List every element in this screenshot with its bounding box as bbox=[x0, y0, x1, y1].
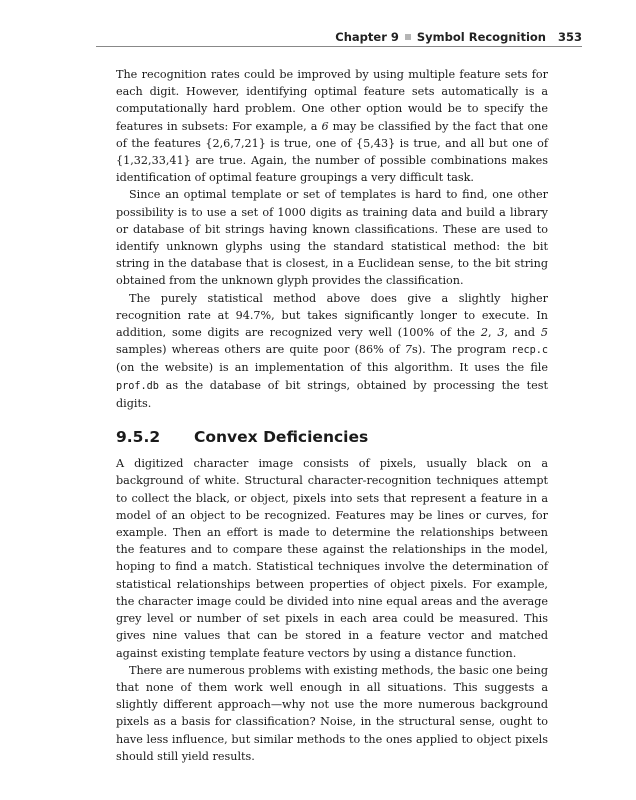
text-run: The recognition rates could be improved by using multiple feature sets for each digit. However, identifying optimal feature sets automatically is a computationally hard problem. One other option would be to specify the features in subsets: For example, a bbox=[116, 68, 548, 133]
paragraph bbox=[116, 186, 548, 289]
text-run: as the database of bit strings, obtained by processing the test digits. bbox=[116, 378, 548, 410]
text-run: The purely statistical method above does give a slightly higher recognition rate at 94.7%, but takes significantly longer to execute. In addition, some digits are recognized very well (100% of the bbox=[116, 291, 548, 340]
text-run: s). The program bbox=[411, 343, 512, 357]
code-text: prof.db bbox=[116, 380, 159, 392]
separator-square-icon bbox=[405, 34, 411, 40]
header-rule bbox=[96, 46, 582, 47]
text-run: , and bbox=[504, 326, 541, 340]
running-header bbox=[96, 30, 582, 46]
text-run: A digitized character image consists of pixels, usually black on a background of white. Structural character-recognition techniques attempt to collect the black, or object, pixels into sets that represent a feature in a model of an object to be recognized. Features may be lines or curves, for example. Then an effort is made to determine the relationships between the features and to compare these against the relationships in the model, hoping to find a match. Statistical techniques involve the determination of statistical relationships between properties of object pixels. For example, the character image could be divided into nine equal areas and the average grey level or number of set pixels in each area could be measured. This gives nine values that can be stored in a feature vector and matched against existing template feature vectors by using a distance function. bbox=[116, 457, 548, 660]
code-text: recp.c bbox=[511, 345, 549, 357]
paragraph bbox=[116, 662, 548, 765]
section-number: 9.5.2 bbox=[116, 428, 161, 447]
section-heading bbox=[116, 429, 548, 446]
italic-text: 7 bbox=[404, 343, 412, 357]
section-title: Convex Deficiencies bbox=[194, 428, 369, 447]
italic-text: 5 bbox=[540, 326, 548, 340]
text-run: There are numerous problems with existing methods, the basic one being that none of them work well enough in all situations. This suggests a slightly different approach—why not use the more numerous background pixels as a basis for classification? Noise, in the structural sense, ought to have less influence, but similar methods to the ones applied to object pixels should still yield results. bbox=[116, 663, 548, 763]
italic-text: 2 bbox=[480, 326, 488, 340]
italic-text: 6 bbox=[321, 119, 329, 133]
paragraph bbox=[116, 455, 548, 661]
page-number: 353 bbox=[557, 30, 582, 44]
paragraph bbox=[116, 66, 548, 186]
italic-text: 3 bbox=[497, 326, 505, 340]
body-text bbox=[116, 66, 548, 765]
text-run: (on the website) is an implementation of this algorithm. It uses the file bbox=[116, 361, 548, 375]
text-run: , bbox=[488, 326, 498, 340]
paragraph bbox=[116, 290, 548, 412]
chapter-title: Symbol Recognition bbox=[416, 30, 546, 44]
text-run: may be classified by the fact that one of the features {2,6,7,21} is true, one of {5,43} is true, and all but one of {1,32,33,41} are true. Again, the number of possible combinations makes identification of optimal feature groupings a very difficult task. bbox=[116, 119, 549, 185]
text-run: Since an optimal template or set of templates is hard to find, one other possibility is to use a set of 1000 digits as training data and build a library or database of bit strings having known classifications. These are used to identify unknown glyphs using the standard statistical method: the bit string in the database that is closest, in a Euclidean sense, to the bit string obtained from the unknown glyph provides the classification. bbox=[116, 188, 548, 288]
text-run: samples) whereas others are quite poor (86% of bbox=[116, 343, 405, 357]
chapter-label: Chapter 9 bbox=[335, 30, 399, 44]
